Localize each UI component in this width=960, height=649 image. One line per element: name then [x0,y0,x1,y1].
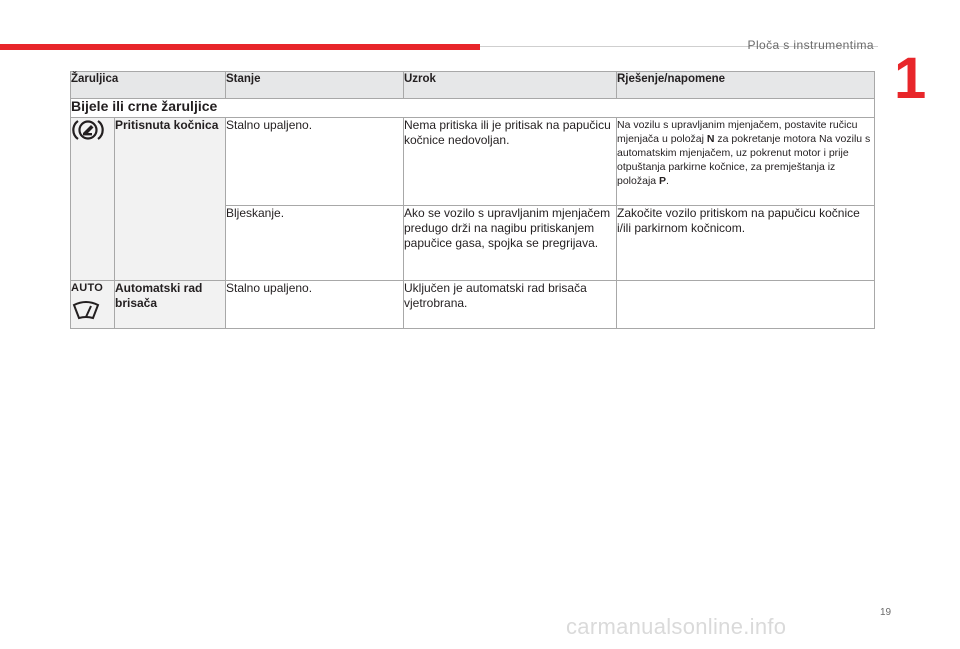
chapter-number: 1 [894,46,927,111]
lamp-state: Bljeskanje. [226,206,404,281]
group-header-row [71,99,875,118]
table-row [71,281,875,329]
solution-text-b: za pokretanje motora Na vozilu s automatskim mjenjačem, uz pokrenut motor i prije otpuštanja parkirne kočnice, za premještanja iz položaja [617,133,871,187]
lamp-state: Stalno upaljeno. [226,281,404,329]
gear-position-n: N [706,133,715,145]
column-header-solution: Rješenje/napomene [617,72,875,99]
lamp-name: Pritisnuta kočnica [115,118,226,281]
brake-pedal-warning-icon [71,131,105,145]
table-header-row [71,72,875,99]
lamp-icon-cell [71,281,115,329]
lamp-cause: Ako se vozilo s upravljanim mjenjačem predugo drži na nagibu pritiskanjem papučice gasa, spojka se pregrijava. [404,206,617,281]
warning-lamps-table [70,71,875,329]
lamp-solution [617,281,875,329]
page-number: 19 [880,607,892,618]
lamp-solution: Zakočite vozilo pritiskom na papučicu kočnice i/ili parkirnom kočnicom. [617,206,875,281]
watermark: carmanualsonline.info [566,614,787,639]
gear-position-p: P [659,175,667,187]
table-row [71,118,875,206]
auto-label: AUTO [71,282,104,294]
section-title: Ploča s instrumentima [747,38,874,52]
column-header-cause: Uzrok [404,72,617,99]
column-header-state: Stanje [226,72,404,99]
lamp-icon-cell [71,118,115,281]
lamp-cause: Uključen je automatski rad brisača vjetrobrana. [404,281,617,329]
solution-text-c: . [666,175,669,187]
lamp-name: Automatski rad brisača [115,281,226,329]
group-title: Bijele ili crne žaruljice [71,99,875,118]
windscreen-wiper-icon [71,309,101,323]
solution-text-a: Na vozilu s upravljanim mjenjačem, postavite ručicu mjenjača u položaj [617,119,858,145]
lamp-cause: Nema pritiska ili je pritisak na papučicu kočnice nedovoljan. [404,118,617,206]
column-header-lamp: Žaruljica [71,72,226,99]
lamp-solution [617,118,875,206]
header-accent-bar [0,44,480,50]
lamp-state: Stalno upaljeno. [226,118,404,206]
